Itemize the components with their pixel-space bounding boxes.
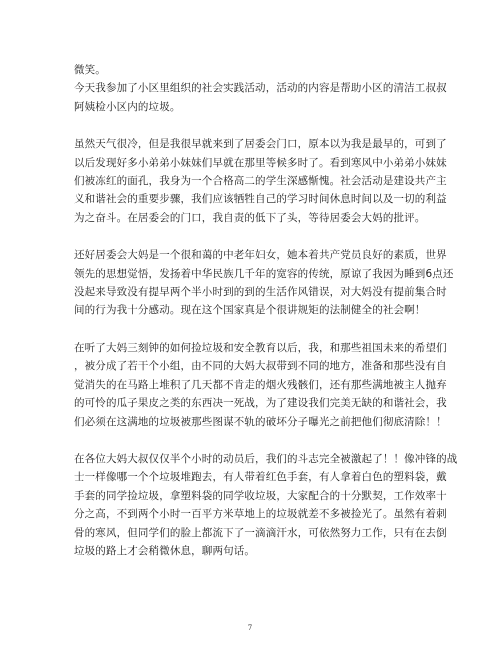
text-line: 阿姨检小区内的垃圾。: [74, 100, 181, 113]
page-number: 7: [247, 624, 253, 632]
text-line: 虽然天气很冷，但是我很早就来到了居委会门口，原本以为我是最早的，可到了: [74, 138, 447, 151]
text-line: 义和谐社会的重要步骤，我们应该牺牲自己的学习时间休息时间以及一切的利益: [74, 193, 447, 206]
text-line: 在各位大妈大叔仅仅半个小时的动员后，我们的斗志完全被激起了！！像冲锋的战: [74, 452, 458, 465]
text-line: 手套的同学捡垃圾，拿塑料袋的同学收垃圾，大家配合的十分默契，工作效率十: [74, 489, 447, 502]
text-line: 领先的思想觉悟，发扬着中华民族几千年的宽容的传统，原谅了我因为睡到6点还: [74, 267, 454, 280]
text-line: 们被冻红的面孔，我身为一个合格高二的学生深感惭愧。社会活动是建设共产主: [74, 175, 447, 188]
paragraph: [74, 450, 458, 560]
paragraph: [74, 339, 447, 431]
text-line: 在听了大妈三刻钟的如何捡垃圾和安全教育以后，我，和那些祖国未来的希望们: [74, 341, 447, 354]
text-line: 的可怜的瓜子果皮之类的东西决一死战，为了建设我们完美无缺的和谐社会，我: [74, 397, 447, 410]
paragraph-spacer: [74, 431, 432, 450]
text-line: 间的行为我十分感动。现在这个国家真是个很讲规矩的法制健全的社会啊！: [74, 304, 426, 317]
paragraph: [74, 135, 447, 227]
text-line: 今天我参加了小区里组织的社会实践活动，活动的内容是帮助小区的清洁工叔叔: [74, 82, 447, 95]
text-line: 觉消失的在马路上堆积了几天都不肯走的烟火残骸们，还有那些满地被主人抛弃: [74, 378, 447, 391]
paragraph: [74, 61, 447, 116]
document-body: [74, 61, 458, 560]
text-line: 士一样像哪一个个垃圾堆跑去，有人带着红色手套，有人拿着白色的塑料袋，戴: [74, 471, 447, 484]
text-line: 还好居委会大妈是一个很和蔼的中老年妇女，她本着共产党员良好的素质，世界: [74, 249, 447, 262]
text-line: 为之奋斗。在居委会的门口，我自责的低下了头，等待居委会大妈的批评。: [74, 211, 426, 224]
paragraph: [74, 246, 454, 320]
paragraph-spacer: [74, 227, 432, 246]
text-line: 垃圾的路上才会稍微休息，聊两句话。: [74, 544, 256, 557]
paragraph-spacer: [74, 116, 432, 135]
text-line: 微笑。: [74, 64, 106, 76]
text-line: 分之高，不到两个小时一百平方米草地上的垃圾就差不多被捡光了。虽然有着刺: [74, 508, 447, 521]
text-line: ，被分成了若干个小组，由不同的大妈大叔带到不同的地方，准备和那些没有自: [74, 360, 447, 373]
paragraph-spacer: [74, 320, 432, 339]
text-line: 没起来导致没有提早两个半小时到的到的生活作风错误，对大妈没有提前集合时: [74, 286, 447, 299]
text-line: 骨的寒风，但同学们的脸上都流下了一滴滴汗水，可依然努力工作，只有在去倒: [74, 526, 447, 539]
text-line: 以后发现好多小弟弟小妹妹们早就在那里等候多时了。看到寒风中小弟弟小妹妹: [74, 156, 447, 169]
text-line: 们必须在这满地的垃圾被那些图谋不轨的破坏分子曝光之前把他们彻底清除！！: [74, 415, 447, 428]
